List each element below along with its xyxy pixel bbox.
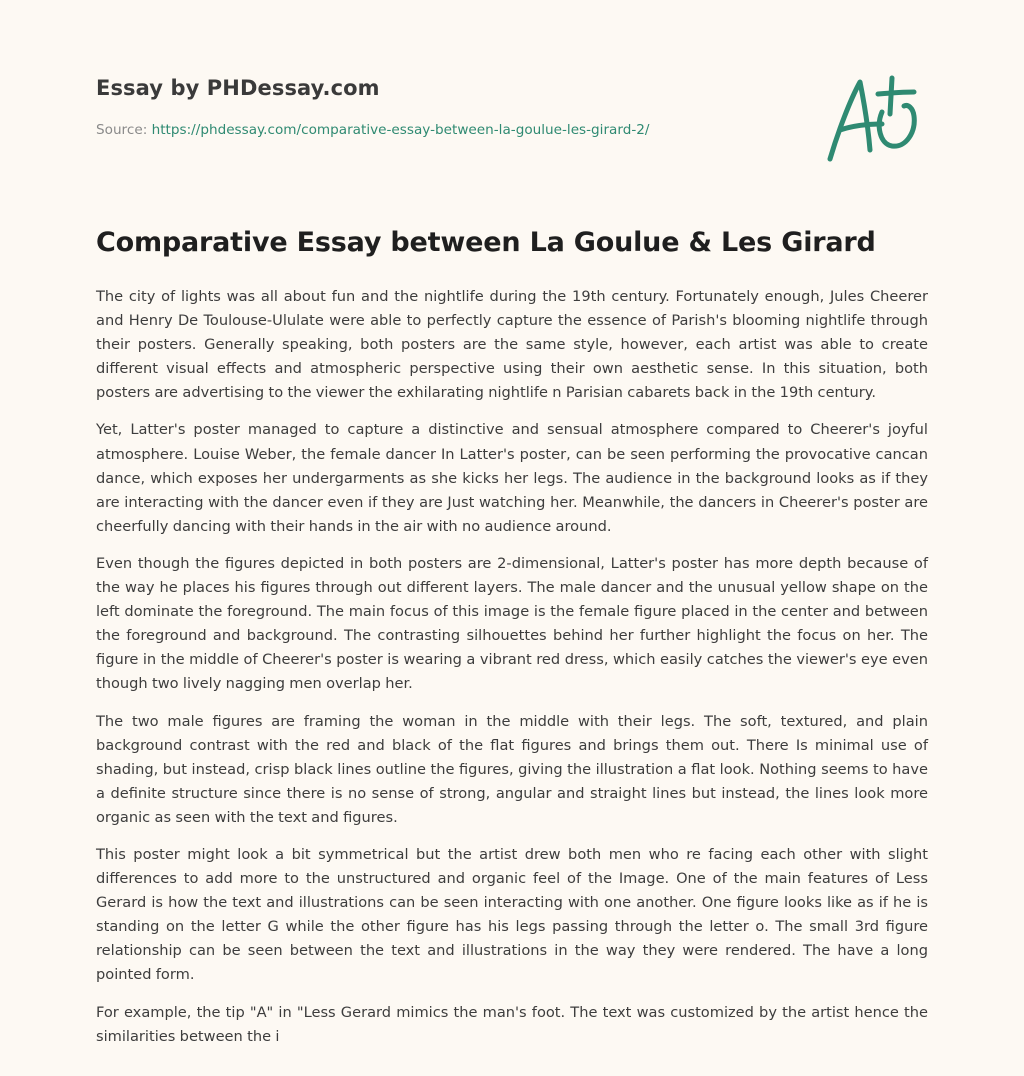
source-line: [96, 122, 796, 138]
a-plus-grade-icon: [820, 66, 930, 166]
essay-body: [96, 285, 928, 1062]
essay-paragraph: The city of lights was all about fun and the nightlife during the 19th century. Fortunately enough, Jules Cheerer and Henry De Toulouse-Ululate were able to perfectly capture the essence of Parish's blooming nightlife through their posters. Generally speaking, both posters are the same style, however, each artist was able to create different visual effects and atmospheric perspective using their own aesthetic sense. In this situation, both posters are advertising to the viewer the exhilarating nightlife n Parisian cabarets back in the 19th century.: [96, 288, 928, 402]
source-link[interactable]: https://phdessay.com/comparative-essay-between-la-goulue-les-girard-2/: [151, 122, 650, 138]
essay-paragraph: Yet, Latter's poster managed to capture a distinctive and sensual atmosphere compared to Cheerer's joyful atmosphere. Louise Weber, the female dancer In Latter's poster, can be seen performing the provocative cancan dance, which exposes her undergarments as she kicks her legs. The audience in the background looks as if they are interacting with the dancer even if they are Just watching her. Meanwhile, the dancers in Cheerer's poster are cheerfully dancing with their hands in the air with no audience around.: [96, 421, 928, 535]
essay-paragraph: Even though the figures depicted in both posters are 2-dimensional, Latter's poster has more depth because of the way he places his figures through out different layers. The male dancer and the unusual yellow shape on the left dominate the foreground. The main focus of this image is the female figure placed in the center and between the foreground and background. The contrasting silhouettes behind her further highlight the focus on her. The figure in the middle of Cheerer's poster is wearing a vibrant red dress, which easily catches the viewer's eye even though two lively nagging men overlap her.: [96, 554, 928, 693]
essay-title: Comparative Essay between La Goulue & Les Girard: [96, 227, 876, 258]
source-label: Source:: [96, 122, 152, 138]
essay-paragraph: This poster might look a bit symmetrical but the artist drew both men who re facing each other with slight differences to add more to the unstructured and organic feel of the Image. One of the main features of Less Gerard is how the text and illustrations can be seen interacting with one another. One figure looks like as if he is standing on the letter G while the other figure has his legs passing through the letter o. The small 3rd figure relationship can be seen between the text and illustrations in the way they were rendered. The have a long pointed form.: [96, 845, 928, 984]
site-header: [96, 76, 796, 138]
site-brand: Essay by PHDessay.com: [96, 76, 380, 100]
essay-paragraph: For example, the tip "A" in "Less Gerard mimics the man's foot. The text was customized by the artist hence the similarities between the i: [96, 1003, 928, 1045]
essay-paragraph: The two male figures are framing the woman in the middle with their legs. The soft, textured, and plain background contrast with the red and black of the flat figures and brings them out. There Is minimal use of shading, but instead, crisp black lines outline the figures, giving the illustration a flat look. Nothing seems to have a definite structure since there is no sense of strong, angular and straight lines but instead, the lines look more organic as seen with the text and figures.: [96, 712, 928, 826]
